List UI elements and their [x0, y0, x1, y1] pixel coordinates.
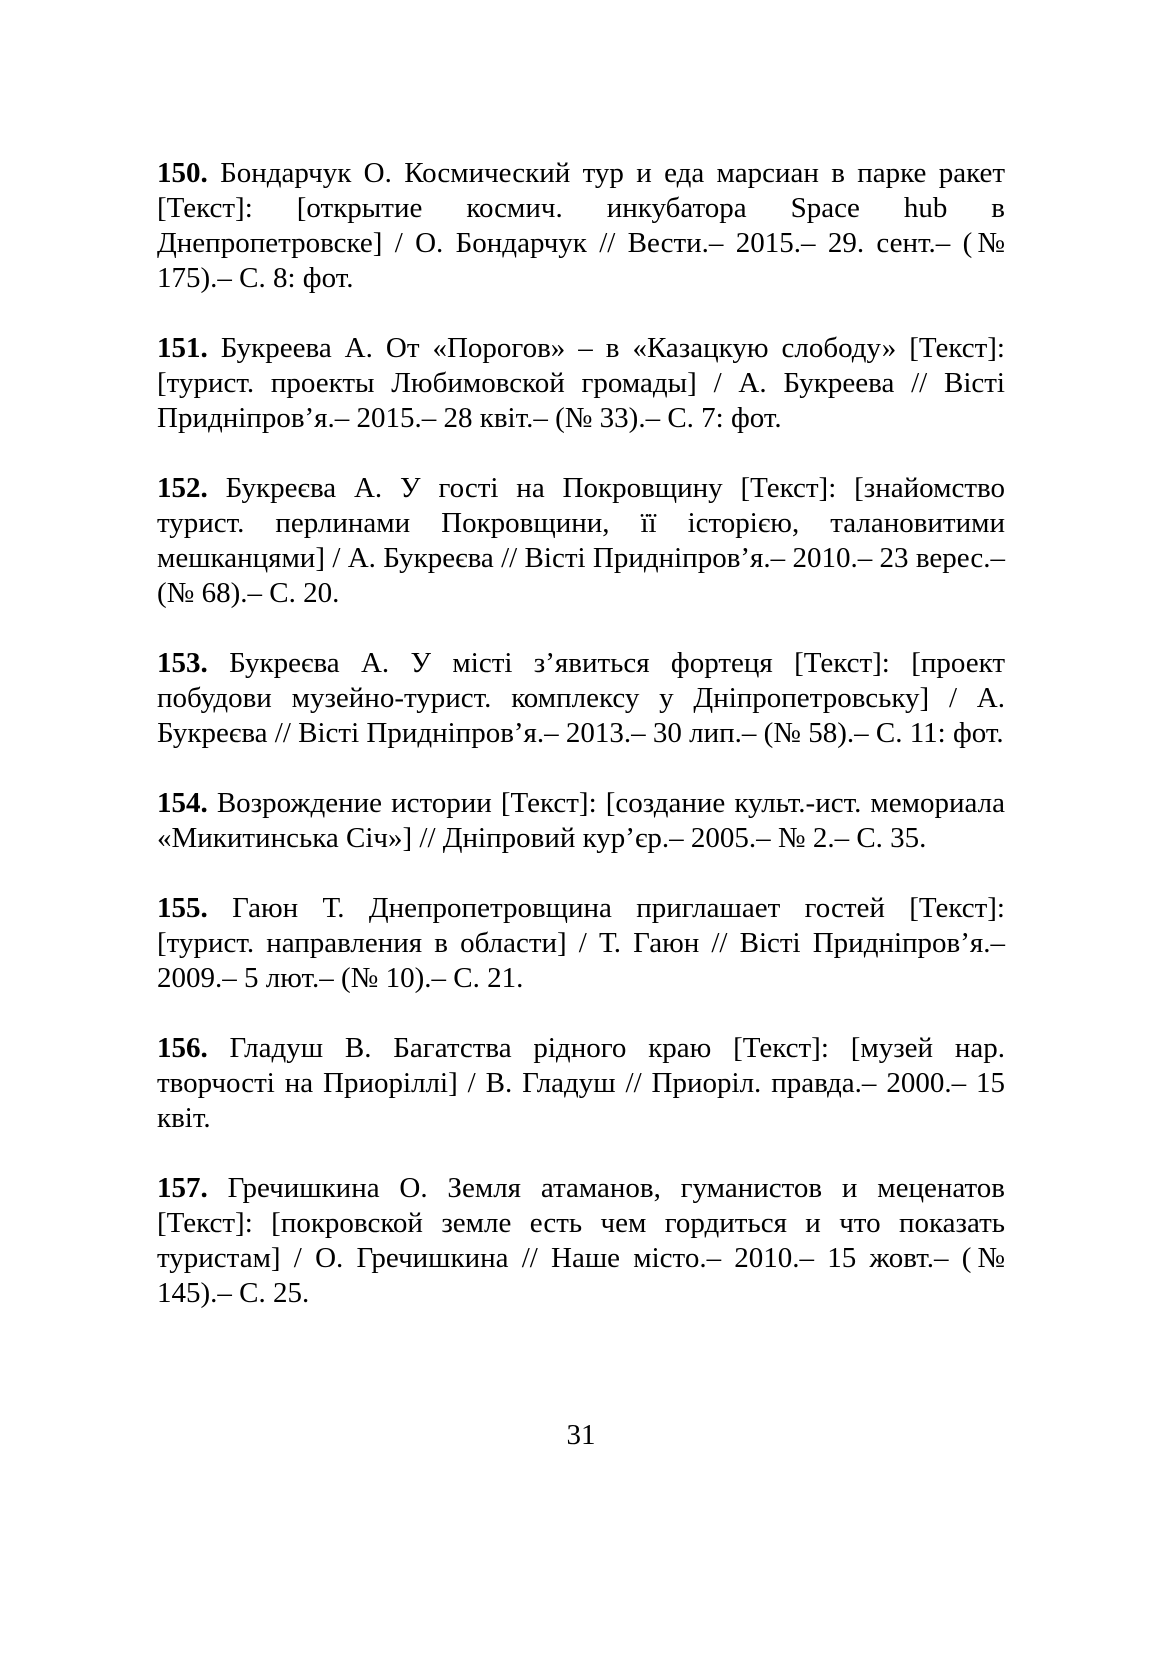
bibliography-entry-150 — [157, 156, 1005, 296]
entry-number: 150. — [157, 157, 208, 189]
entry-text: Гаюн Т. Днепропетровщина приглашает гостей [Текст]: [турист. направления в области] / Т. Гаюн // Вісті Придніпров’я.– 2009.– 5 лют.– (№ 10).– С. 21. — [157, 892, 1005, 994]
entry-text: Гречишкина О. Земля атаманов, гуманистов и меценатов [Текст]: [покровской земле есть чем гордиться и что показать туристам] / О. Гречишкина // Наше місто.– 2010.– 15 жовт.– (№ 145).– С. 25. — [157, 1172, 1005, 1309]
entry-text: Возрождение истории [Текст]: [создание культ.-ист. мемориала «Микитинська Січ»] // Дніпровий кур’єр.– 2005.– № 2.– С. 35. — [157, 787, 1005, 854]
bibliography-entry-153 — [157, 646, 1005, 751]
bibliography-entry-157 — [157, 1171, 1005, 1311]
bibliography-list — [157, 156, 1005, 1346]
entry-number: 155. — [157, 892, 208, 924]
entry-text: Букреєва А. У гості на Покровщину [Текст]: [знайомство турист. перлинами Покровщини, її історією, талановитими мешканцями] / А. Букреєва // Вісті Придніпров’я.– 2010.– 23 верес.– (№ 68).– С. 20. — [157, 472, 1005, 609]
page-number: 31 — [566, 1419, 596, 1451]
bibliography-entry-151 — [157, 331, 1005, 436]
bibliography-entry-152 — [157, 471, 1005, 611]
entry-text: Букреева А. От «Порогов» – в «Казацкую слободу» [Текст]: [турист. проекты Любимовской громады] / А. Букреева // Вісті Придніпров’я.– 2015.– 28 квіт.– (№ 33).– С. 7: фот. — [157, 332, 1005, 434]
bibliography-entry-155 — [157, 891, 1005, 996]
entry-number: 152. — [157, 472, 208, 504]
bibliography-entry-156 — [157, 1031, 1005, 1136]
entry-number: 154. — [157, 787, 208, 819]
entry-number: 156. — [157, 1032, 208, 1064]
bibliography-entry-154 — [157, 786, 1005, 856]
entry-number: 157. — [157, 1172, 208, 1204]
entry-number: 153. — [157, 647, 208, 679]
entry-text: Букреєва А. У місті з’явиться фортеця [Текст]: [проект побудови музейно-турист. комплексу у Дніпропетровську] / А. Букреєва // Вісті Придніпров’я.– 2013.– 30 лип.– (№ 58).– С. 11: фот. — [157, 647, 1005, 749]
entry-number: 151. — [157, 332, 208, 364]
entry-text: Гладуш В. Багатства рідного краю [Текст]: [музей нар. творчості на Приоріллі] / В. Гладуш // Приоріл. правда.– 2000.– 15 квіт. — [157, 1032, 1005, 1134]
entry-text: Бондарчук О. Космический тур и еда марсиан в парке ракет [Текст]: [открытие космич. инкубатора Space hub в Днепропетровске] / О. Бондарчук // Вести.– 2015.– 29. сент.– (№ 175).– С. 8: фот. — [157, 157, 1005, 294]
